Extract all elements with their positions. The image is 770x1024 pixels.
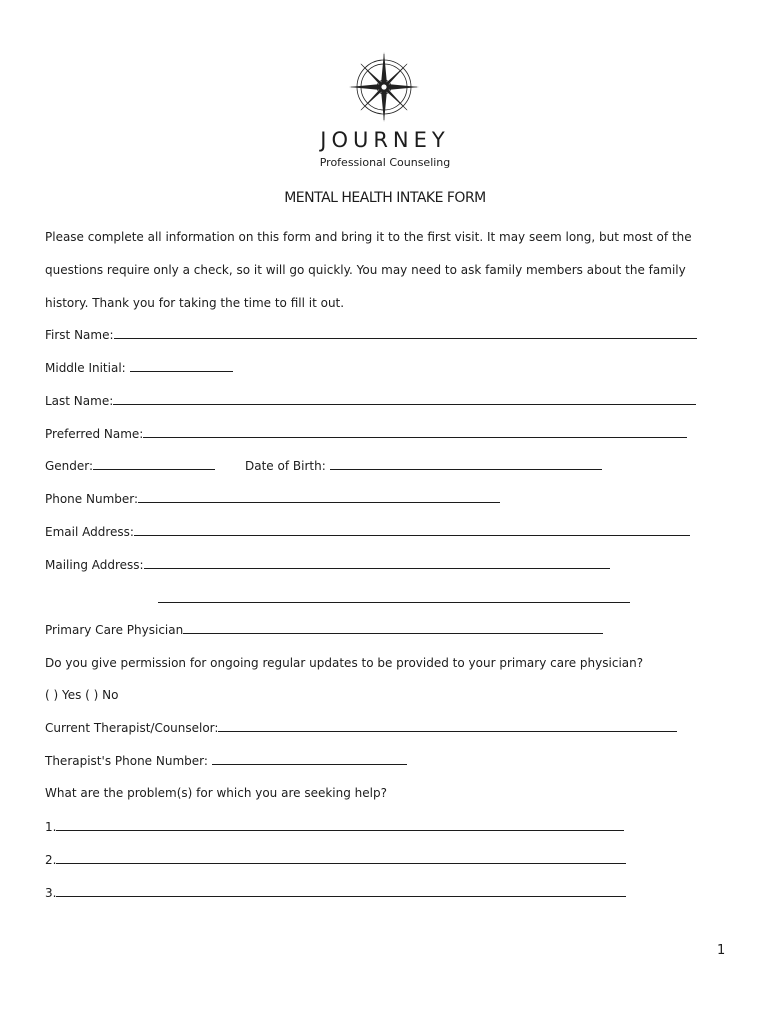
gender-field[interactable]: [93, 459, 215, 470]
last-name-row: [45, 394, 696, 408]
therapist-field[interactable]: [218, 721, 677, 732]
dob-field[interactable]: [330, 459, 602, 470]
gender-label: Gender:: [45, 459, 94, 473]
problem-3-label: 3.: [45, 886, 57, 900]
brand-name: JOURNEY: [320, 128, 450, 152]
first-name-label: First Name:: [45, 328, 114, 342]
mailing-address-row: [45, 558, 610, 572]
therapist-phone-label: Therapist's Phone Number:: [45, 754, 208, 768]
problem-2-label: 2.: [45, 853, 57, 867]
phone-row: [45, 492, 500, 506]
problem-2-field[interactable]: [56, 853, 626, 864]
mailing-address-field[interactable]: [144, 558, 610, 569]
last-name-field[interactable]: [113, 394, 696, 405]
intro-line-1: Please complete all information on this form and bring it to the first visit. It may seem long, but most of the: [45, 230, 692, 244]
therapist-row: [45, 721, 677, 735]
problem-2-row: [45, 853, 626, 867]
middle-initial-row: [45, 361, 233, 375]
preferred-name-field[interactable]: [143, 427, 687, 438]
dob-label: Date of Birth:: [245, 459, 326, 473]
preferred-name-row: [45, 427, 687, 441]
pcp-field[interactable]: [183, 623, 603, 634]
dob-row: [245, 459, 602, 473]
pcp-label: Primary Care Physician: [45, 623, 184, 637]
problem-3-row: [45, 886, 626, 900]
problem-1-field[interactable]: [56, 820, 624, 831]
brand-tagline: Professional Counseling: [319, 156, 451, 169]
therapist-label: Current Therapist/Counselor:: [45, 721, 219, 735]
problems-question: What are the problem(s) for which you are seeking help?: [45, 786, 387, 800]
problem-1-label: 1.: [45, 820, 57, 834]
email-row: [45, 525, 690, 539]
permission-options[interactable]: ( ) Yes ( ) No: [45, 688, 119, 702]
email-field[interactable]: [134, 525, 690, 536]
intro-line-3: history. Thank you for taking the time to fill it out.: [45, 296, 345, 310]
first-name-row: [45, 328, 697, 342]
gender-row: [45, 459, 215, 473]
preferred-name-label: Preferred Name:: [45, 427, 144, 441]
problem-3-field[interactable]: [56, 886, 626, 897]
problem-1-row: [45, 820, 624, 834]
mailing-address-label: Mailing Address:: [45, 558, 144, 572]
middle-initial-label: Middle Initial:: [45, 361, 126, 375]
last-name-label: Last Name:: [45, 394, 114, 408]
permission-question: Do you give permission for ongoing regular updates to be provided to your primary care physician?: [45, 656, 644, 670]
pcp-row: [45, 623, 603, 637]
email-label: Email Address:: [45, 525, 134, 539]
therapist-phone-field[interactable]: [212, 754, 407, 765]
middle-initial-field[interactable]: [130, 361, 233, 372]
first-name-field[interactable]: [114, 328, 697, 339]
mailing-address-line-2[interactable]: [158, 601, 630, 603]
form-title: MENTAL HEALTH INTAKE FORM: [284, 190, 486, 206]
intro-line-2: questions require only a check, so it will go quickly. You may need to ask family members about the family: [45, 263, 686, 277]
phone-label: Phone Number:: [45, 492, 139, 506]
compass-rose-icon: [347, 50, 421, 124]
phone-field[interactable]: [138, 492, 500, 503]
therapist-phone-row: [45, 754, 407, 768]
page-number: 1: [717, 943, 726, 958]
